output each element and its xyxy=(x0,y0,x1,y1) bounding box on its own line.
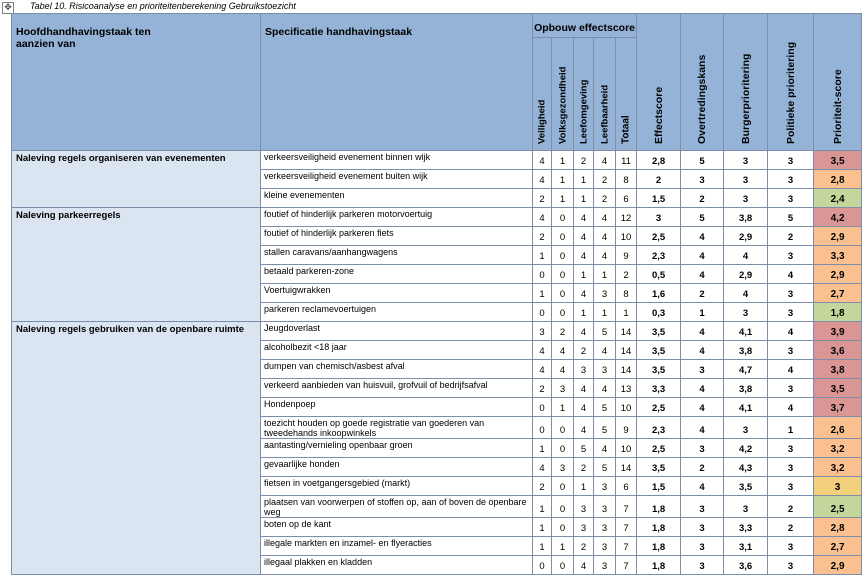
leefomgeving-cell: 4 xyxy=(574,227,594,246)
overtredingskans-cell: 4 xyxy=(681,265,724,284)
volksgezondheid-cell: 2 xyxy=(552,322,574,341)
effectscore-cell: 1,8 xyxy=(637,556,681,575)
veiligheid-cell: 1 xyxy=(533,537,552,556)
header-totaal-label: Totaal xyxy=(620,115,632,144)
leefbaarheid-cell: 5 xyxy=(594,398,616,417)
effectscore-cell: 1,8 xyxy=(637,518,681,537)
header-hoofdtaak xyxy=(12,14,261,151)
totaal-cell: 14 xyxy=(616,360,637,379)
leefomgeving-cell: 4 xyxy=(574,208,594,227)
table-body xyxy=(12,151,862,575)
table-caption: Tabel 10. Risicoanalyse en prioriteitenberekening Gebruikstoezicht xyxy=(30,1,296,11)
effectscore-cell: 2,5 xyxy=(637,439,681,458)
header-effectscore-label: Effectscore xyxy=(652,86,665,144)
header-leefbaarheid-label: Leefbaarheid xyxy=(599,84,610,144)
overtredingskans-cell: 4 xyxy=(681,322,724,341)
veiligheid-cell: 4 xyxy=(533,458,552,477)
totaal-cell: 10 xyxy=(616,398,637,417)
overtredingskans-cell: 3 xyxy=(681,518,724,537)
totaal-cell: 13 xyxy=(616,379,637,398)
volksgezondheid-cell: 3 xyxy=(552,458,574,477)
veiligheid-cell: 2 xyxy=(533,379,552,398)
leefbaarheid-cell: 2 xyxy=(594,189,616,208)
totaal-cell: 11 xyxy=(616,151,637,170)
leefomgeving-cell: 1 xyxy=(574,265,594,284)
prioriteit-score-cell: 2,5 xyxy=(814,496,862,518)
politieke-prioritering-cell: 4 xyxy=(768,398,814,417)
leefbaarheid-cell: 5 xyxy=(594,322,616,341)
politieke-prioritering-cell: 3 xyxy=(768,556,814,575)
burgerprioritering-cell: 3 xyxy=(724,189,768,208)
politieke-prioritering-cell: 4 xyxy=(768,322,814,341)
burgerprioritering-cell: 3 xyxy=(724,496,768,518)
totaal-cell: 7 xyxy=(616,537,637,556)
overtredingskans-cell: 4 xyxy=(681,227,724,246)
leefomgeving-cell: 4 xyxy=(574,284,594,303)
prioriteit-score-cell: 3 xyxy=(814,477,862,496)
spec-cell: Hondenpoep xyxy=(261,398,533,417)
leefomgeving-cell: 2 xyxy=(574,537,594,556)
totaal-cell: 10 xyxy=(616,227,637,246)
header-prioriteit-score-label: Prioriteit-score xyxy=(831,69,844,144)
overtredingskans-cell: 3 xyxy=(681,556,724,575)
politieke-prioritering-cell: 3 xyxy=(768,458,814,477)
leefomgeving-cell: 1 xyxy=(574,170,594,189)
prioriteit-score-cell: 2,7 xyxy=(814,284,862,303)
leefbaarheid-cell: 3 xyxy=(594,496,616,518)
veiligheid-cell: 1 xyxy=(533,518,552,537)
burgerprioritering-cell: 3,8 xyxy=(724,341,768,360)
veiligheid-cell: 4 xyxy=(533,208,552,227)
burgerprioritering-cell: 3,5 xyxy=(724,477,768,496)
volksgezondheid-cell: 4 xyxy=(552,360,574,379)
volksgezondheid-cell: 0 xyxy=(552,246,574,265)
group-label: Naleving regels organiseren van evenementen xyxy=(12,151,261,208)
leefomgeving-cell: 4 xyxy=(574,556,594,575)
table-row xyxy=(12,151,862,170)
overtredingskans-cell: 2 xyxy=(681,458,724,477)
header-effectscore xyxy=(637,14,681,151)
prioriteit-score-cell: 2,7 xyxy=(814,537,862,556)
veiligheid-cell: 0 xyxy=(533,556,552,575)
prioriteit-score-cell: 3,3 xyxy=(814,246,862,265)
leefomgeving-cell: 1 xyxy=(574,189,594,208)
veiligheid-cell: 0 xyxy=(533,398,552,417)
politieke-prioritering-cell: 3 xyxy=(768,284,814,303)
burgerprioritering-cell: 3 xyxy=(724,417,768,439)
prioriteit-score-cell: 1,8 xyxy=(814,303,862,322)
burgerprioritering-cell: 4,2 xyxy=(724,439,768,458)
prioriteit-score-cell: 2,9 xyxy=(814,556,862,575)
header-specificatie xyxy=(261,14,533,151)
group-label: Naleving regels gebruiken van de openbare ruimte xyxy=(12,322,261,575)
politieke-prioritering-cell: 2 xyxy=(768,518,814,537)
leefbaarheid-cell: 2 xyxy=(594,170,616,189)
leefbaarheid-cell: 4 xyxy=(594,379,616,398)
header-veiligheid-label: Veiligheid xyxy=(536,99,548,144)
totaal-cell: 7 xyxy=(616,496,637,518)
volksgezondheid-cell: 0 xyxy=(552,417,574,439)
politieke-prioritering-cell: 2 xyxy=(768,496,814,518)
burgerprioritering-cell: 3,6 xyxy=(724,556,768,575)
volksgezondheid-cell: 0 xyxy=(552,303,574,322)
veiligheid-cell: 1 xyxy=(533,246,552,265)
header-burgerprioritering-label: Burgerprioritering xyxy=(739,53,752,144)
header-totaal xyxy=(616,38,637,151)
spec-cell: verkeersveiligheid evenement buiten wijk xyxy=(261,170,533,189)
risk-analysis-table xyxy=(11,13,862,575)
overtredingskans-cell: 3 xyxy=(681,496,724,518)
volksgezondheid-cell: 1 xyxy=(552,170,574,189)
prioriteit-score-cell: 3,8 xyxy=(814,360,862,379)
header-overtredingskans-label: Overtredingskans xyxy=(696,54,709,144)
burgerprioritering-cell: 3,1 xyxy=(724,537,768,556)
effectscore-cell: 2 xyxy=(637,170,681,189)
prioriteit-score-cell: 4,2 xyxy=(814,208,862,227)
politieke-prioritering-cell: 3 xyxy=(768,537,814,556)
veiligheid-cell: 4 xyxy=(533,170,552,189)
burgerprioritering-cell: 4,7 xyxy=(724,360,768,379)
header-veiligheid xyxy=(533,38,552,151)
burgerprioritering-cell: 2,9 xyxy=(724,265,768,284)
totaal-cell: 14 xyxy=(616,322,637,341)
effectscore-cell: 2,8 xyxy=(637,151,681,170)
overtredingskans-cell: 2 xyxy=(681,284,724,303)
leefomgeving-cell: 4 xyxy=(574,398,594,417)
burgerprioritering-cell: 4,3 xyxy=(724,458,768,477)
politieke-prioritering-cell: 2 xyxy=(768,227,814,246)
effectscore-cell: 3,5 xyxy=(637,322,681,341)
overtredingskans-cell: 4 xyxy=(681,341,724,360)
effectscore-cell: 0,5 xyxy=(637,265,681,284)
burgerprioritering-cell: 3,8 xyxy=(724,208,768,227)
spec-cell: plaatsen van voorwerpen of stoffen op, aan of boven de openbare weg xyxy=(261,496,533,518)
spec-cell: foutief of hinderlijk parkeren fiets xyxy=(261,227,533,246)
prioriteit-score-cell: 2,9 xyxy=(814,227,862,246)
burgerprioritering-cell: 4 xyxy=(724,246,768,265)
leefomgeving-cell: 3 xyxy=(574,518,594,537)
politieke-prioritering-cell: 3 xyxy=(768,439,814,458)
totaal-cell: 7 xyxy=(616,518,637,537)
leefomgeving-cell: 3 xyxy=(574,360,594,379)
effectscore-cell: 2,5 xyxy=(637,227,681,246)
leefbaarheid-cell: 4 xyxy=(594,151,616,170)
politieke-prioritering-cell: 1 xyxy=(768,417,814,439)
effectscore-cell: 3,5 xyxy=(637,360,681,379)
prioriteit-score-cell: 3,7 xyxy=(814,398,862,417)
prioriteit-score-cell: 2,6 xyxy=(814,417,862,439)
leefomgeving-cell: 2 xyxy=(574,458,594,477)
volksgezondheid-cell: 0 xyxy=(552,439,574,458)
leefbaarheid-cell: 5 xyxy=(594,458,616,477)
leefomgeving-cell: 2 xyxy=(574,341,594,360)
overtredingskans-cell: 3 xyxy=(681,439,724,458)
spec-cell: Voertuigwrakken xyxy=(261,284,533,303)
leefomgeving-cell: 4 xyxy=(574,322,594,341)
leefbaarheid-cell: 5 xyxy=(594,417,616,439)
totaal-cell: 7 xyxy=(616,556,637,575)
prioriteit-score-cell: 3,6 xyxy=(814,341,862,360)
veiligheid-cell: 4 xyxy=(533,341,552,360)
veiligheid-cell: 2 xyxy=(533,477,552,496)
overtredingskans-cell: 3 xyxy=(681,537,724,556)
leefbaarheid-cell: 4 xyxy=(594,439,616,458)
prioriteit-score-cell: 3,9 xyxy=(814,322,862,341)
totaal-cell: 1 xyxy=(616,303,637,322)
volksgezondheid-cell: 4 xyxy=(552,341,574,360)
header-volksgezondheid-label: Volksgezondheid xyxy=(557,66,568,144)
totaal-cell: 8 xyxy=(616,284,637,303)
header-politieke-prioritering-label: Politieke prioritering xyxy=(784,41,797,144)
header-politieke-prioritering xyxy=(768,14,814,151)
politieke-prioritering-cell: 3 xyxy=(768,341,814,360)
burgerprioritering-cell: 3,3 xyxy=(724,518,768,537)
leefbaarheid-cell: 4 xyxy=(594,341,616,360)
effectscore-cell: 2,3 xyxy=(637,417,681,439)
leefbaarheid-cell: 4 xyxy=(594,208,616,227)
overtredingskans-cell: 4 xyxy=(681,379,724,398)
volksgezondheid-cell: 0 xyxy=(552,208,574,227)
spec-cell: illegale markten en inzamel- en flyeracties xyxy=(261,537,533,556)
leefomgeving-cell: 4 xyxy=(574,246,594,265)
overtredingskans-cell: 2 xyxy=(681,189,724,208)
overtredingskans-cell: 4 xyxy=(681,417,724,439)
effectscore-cell: 3,5 xyxy=(637,341,681,360)
leefomgeving-cell: 3 xyxy=(574,496,594,518)
leefomgeving-cell: 4 xyxy=(574,417,594,439)
leefbaarheid-cell: 1 xyxy=(594,303,616,322)
overtredingskans-cell: 3 xyxy=(681,360,724,379)
politieke-prioritering-cell: 5 xyxy=(768,208,814,227)
totaal-cell: 10 xyxy=(616,439,637,458)
burgerprioritering-cell: 3 xyxy=(724,151,768,170)
effectscore-cell: 1,5 xyxy=(637,477,681,496)
header-overtredingskans xyxy=(681,14,724,151)
leefbaarheid-cell: 3 xyxy=(594,284,616,303)
veiligheid-cell: 2 xyxy=(533,189,552,208)
header-prioriteit-score xyxy=(814,14,862,151)
spec-cell: stallen caravans/aanhangwagens xyxy=(261,246,533,265)
leefbaarheid-cell: 3 xyxy=(594,360,616,379)
politieke-prioritering-cell: 4 xyxy=(768,265,814,284)
totaal-cell: 6 xyxy=(616,189,637,208)
volksgezondheid-cell: 3 xyxy=(552,379,574,398)
overtredingskans-cell: 5 xyxy=(681,151,724,170)
volksgezondheid-cell: 0 xyxy=(552,265,574,284)
table-row xyxy=(12,208,862,227)
burgerprioritering-cell: 4 xyxy=(724,284,768,303)
veiligheid-cell: 4 xyxy=(533,151,552,170)
prioriteit-score-cell: 2,9 xyxy=(814,265,862,284)
effectscore-cell: 3,5 xyxy=(637,458,681,477)
veiligheid-cell: 4 xyxy=(533,360,552,379)
overtredingskans-cell: 5 xyxy=(681,208,724,227)
veiligheid-cell: 1 xyxy=(533,439,552,458)
header-leefomgeving xyxy=(574,38,594,151)
spec-cell: parkeren reclamevoertuigen xyxy=(261,303,533,322)
totaal-cell: 8 xyxy=(616,170,637,189)
prioriteit-score-cell: 3,5 xyxy=(814,379,862,398)
leefomgeving-cell: 1 xyxy=(574,303,594,322)
overtredingskans-cell: 3 xyxy=(681,170,724,189)
burgerprioritering-cell: 2,9 xyxy=(724,227,768,246)
veiligheid-cell: 1 xyxy=(533,496,552,518)
leefbaarheid-cell: 3 xyxy=(594,537,616,556)
leefomgeving-cell: 5 xyxy=(574,439,594,458)
veiligheid-cell: 0 xyxy=(533,303,552,322)
totaal-cell: 14 xyxy=(616,341,637,360)
spec-cell: dumpen van chemisch/asbest afval xyxy=(261,360,533,379)
volksgezondheid-cell: 0 xyxy=(552,227,574,246)
overtredingskans-cell: 1 xyxy=(681,303,724,322)
overtredingskans-cell: 4 xyxy=(681,398,724,417)
politieke-prioritering-cell: 3 xyxy=(768,151,814,170)
politieke-prioritering-cell: 3 xyxy=(768,170,814,189)
volksgezondheid-cell: 1 xyxy=(552,398,574,417)
prioriteit-score-cell: 3,2 xyxy=(814,439,862,458)
effectscore-cell: 1,6 xyxy=(637,284,681,303)
header-opbouw: Opbouw effectscore xyxy=(533,14,637,38)
effectscore-cell: 1,8 xyxy=(637,496,681,518)
header-burgerprioritering xyxy=(724,14,768,151)
totaal-cell: 9 xyxy=(616,417,637,439)
burgerprioritering-cell: 3 xyxy=(724,170,768,189)
leefbaarheid-cell: 1 xyxy=(594,265,616,284)
effectscore-cell: 1,5 xyxy=(637,189,681,208)
politieke-prioritering-cell: 3 xyxy=(768,303,814,322)
prioriteit-score-cell: 2,8 xyxy=(814,170,862,189)
header-specificatie-label: Specificatie handhavingstaak xyxy=(265,26,413,38)
leefomgeving-cell: 2 xyxy=(574,151,594,170)
totaal-cell: 14 xyxy=(616,458,637,477)
spec-cell: kleine evenementen xyxy=(261,189,533,208)
spec-cell: fietsen in voetgangersgebied (markt) xyxy=(261,477,533,496)
prioriteit-score-cell: 2,4 xyxy=(814,189,862,208)
totaal-cell: 9 xyxy=(616,246,637,265)
leefbaarheid-cell: 4 xyxy=(594,227,616,246)
effectscore-cell: 0,3 xyxy=(637,303,681,322)
spec-cell: verkeersveiligheid evenement binnen wijk xyxy=(261,151,533,170)
effectscore-cell: 2,3 xyxy=(637,246,681,265)
burgerprioritering-cell: 3,8 xyxy=(724,379,768,398)
totaal-cell: 12 xyxy=(616,208,637,227)
veiligheid-cell: 0 xyxy=(533,265,552,284)
veiligheid-cell: 1 xyxy=(533,284,552,303)
header-leefbaarheid xyxy=(594,38,616,151)
totaal-cell: 2 xyxy=(616,265,637,284)
politieke-prioritering-cell: 3 xyxy=(768,189,814,208)
veiligheid-cell: 3 xyxy=(533,322,552,341)
spec-cell: Jeugdoverlast xyxy=(261,322,533,341)
prioriteit-score-cell: 3,2 xyxy=(814,458,862,477)
volksgezondheid-cell: 1 xyxy=(552,537,574,556)
veiligheid-cell: 0 xyxy=(533,417,552,439)
spec-cell: alcoholbezit <18 jaar xyxy=(261,341,533,360)
burgerprioritering-cell: 4,1 xyxy=(724,322,768,341)
burgerprioritering-cell: 4,1 xyxy=(724,398,768,417)
effectscore-cell: 2,5 xyxy=(637,398,681,417)
spec-cell: toezicht houden op goede registratie van goederen van tweedehands inkoopwinkels xyxy=(261,417,533,439)
politieke-prioritering-cell: 4 xyxy=(768,360,814,379)
spec-cell: verkeerd aanbieden van huisvuil, grofvuil of bedrijfsafval xyxy=(261,379,533,398)
table-row xyxy=(12,322,862,341)
volksgezondheid-cell: 0 xyxy=(552,284,574,303)
spec-cell: aantasting/vernieling openbaar groen xyxy=(261,439,533,458)
spec-cell: illegaal plakken en kladden xyxy=(261,556,533,575)
leefbaarheid-cell: 3 xyxy=(594,518,616,537)
politieke-prioritering-cell: 3 xyxy=(768,246,814,265)
volksgezondheid-cell: 0 xyxy=(552,477,574,496)
header-hoofdtaak-label: Hoofdhandhavingstaak ten aanzien van xyxy=(16,26,151,50)
spec-cell: boten op de kant xyxy=(261,518,533,537)
volksgezondheid-cell: 0 xyxy=(552,518,574,537)
move-cross-icon[interactable]: ✥ xyxy=(2,2,14,14)
leefbaarheid-cell: 3 xyxy=(594,556,616,575)
spec-cell: gevaarlijke honden xyxy=(261,458,533,477)
effectscore-cell: 3 xyxy=(637,208,681,227)
overtredingskans-cell: 4 xyxy=(681,246,724,265)
prioriteit-score-cell: 2,8 xyxy=(814,518,862,537)
group-label: Naleving parkeerregels xyxy=(12,208,261,322)
politieke-prioritering-cell: 3 xyxy=(768,379,814,398)
header-volksgezondheid xyxy=(552,38,574,151)
effectscore-cell: 3,3 xyxy=(637,379,681,398)
totaal-cell: 6 xyxy=(616,477,637,496)
leefomgeving-cell: 1 xyxy=(574,477,594,496)
spec-cell: foutief of hinderlijk parkeren motorvoertuig xyxy=(261,208,533,227)
veiligheid-cell: 2 xyxy=(533,227,552,246)
spec-cell: betaald parkeren-zone xyxy=(261,265,533,284)
leefbaarheid-cell: 3 xyxy=(594,477,616,496)
burgerprioritering-cell: 3 xyxy=(724,303,768,322)
effectscore-cell: 1,8 xyxy=(637,537,681,556)
volksgezondheid-cell: 1 xyxy=(552,189,574,208)
header-leefomgeving-label: Leefomgeving xyxy=(578,79,589,144)
leefbaarheid-cell: 4 xyxy=(594,246,616,265)
volksgezondheid-cell: 0 xyxy=(552,556,574,575)
overtredingskans-cell: 4 xyxy=(681,477,724,496)
volksgezondheid-cell: 0 xyxy=(552,496,574,518)
politieke-prioritering-cell: 3 xyxy=(768,477,814,496)
volksgezondheid-cell: 1 xyxy=(552,151,574,170)
prioriteit-score-cell: 3,5 xyxy=(814,151,862,170)
leefomgeving-cell: 4 xyxy=(574,379,594,398)
